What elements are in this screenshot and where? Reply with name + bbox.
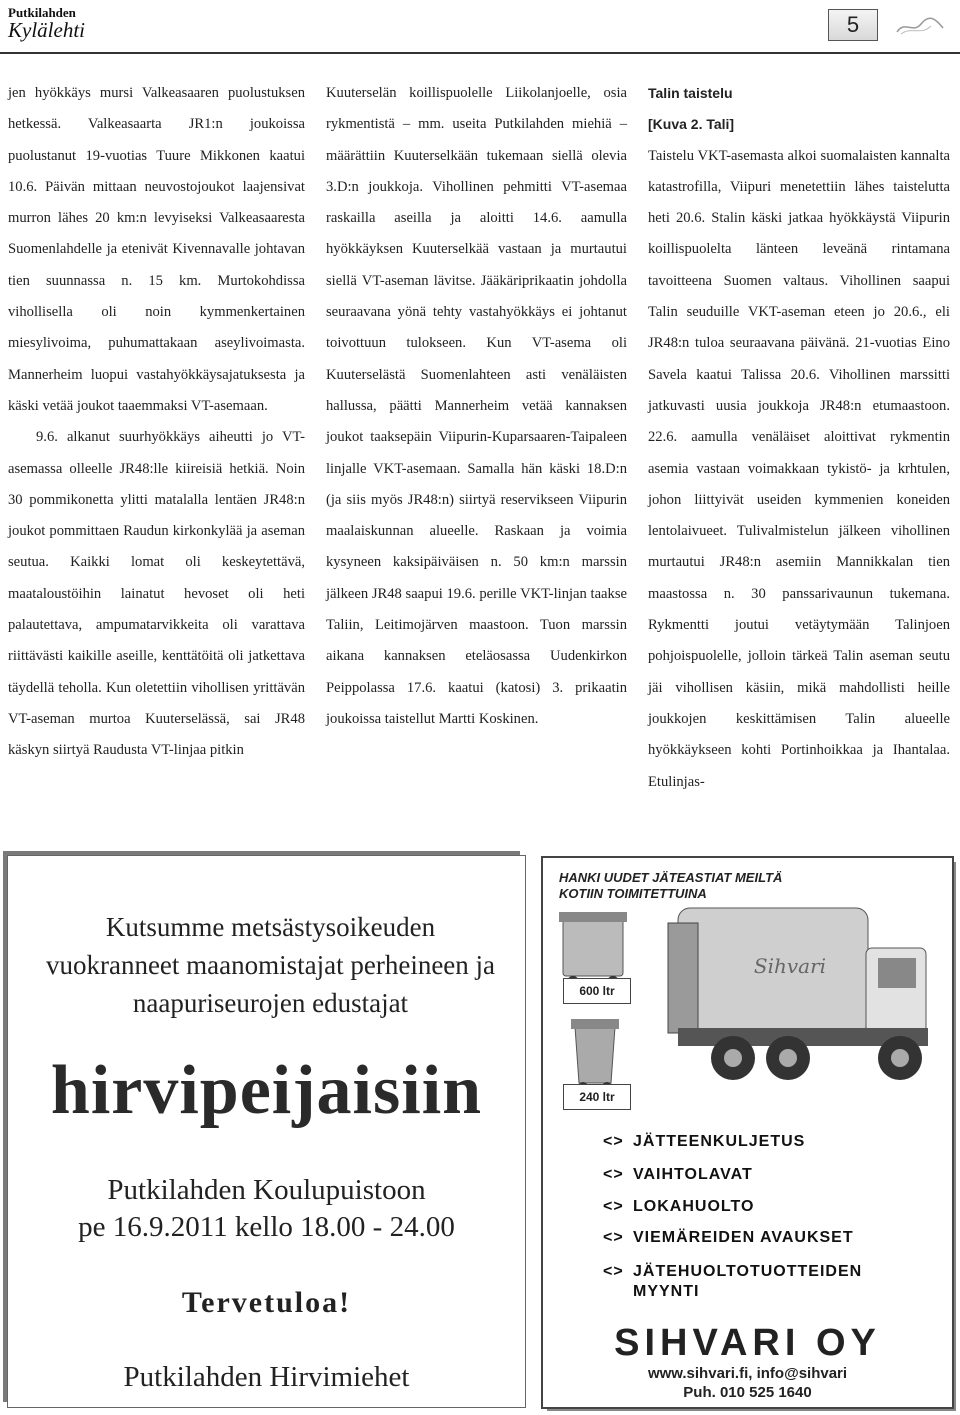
article-column-3 bbox=[648, 78, 950, 798]
ad-welcome: Tervetuloa! bbox=[181, 1286, 352, 1319]
service-item bbox=[603, 1166, 753, 1184]
service-label: JÄTTEENKULJETUS bbox=[633, 1133, 806, 1150]
service-item bbox=[603, 1198, 754, 1216]
ad-title-line1: HANKI UUDET JÄTEASTIAT MEILTÄ bbox=[559, 870, 783, 885]
arrow-icon: <> bbox=[603, 1229, 624, 1246]
ad-signature: Putkilahden Hirvimiehet bbox=[123, 1361, 410, 1393]
header-rule bbox=[0, 52, 960, 54]
article-column-1 bbox=[8, 78, 305, 767]
service-item bbox=[603, 1263, 862, 1281]
section-subheading: [Kuva 2. Tali] bbox=[648, 116, 735, 133]
masthead-ornament bbox=[895, 14, 945, 38]
masthead bbox=[8, 6, 85, 41]
section-heading: Talin taistelu bbox=[648, 85, 733, 101]
article-column-2 bbox=[326, 78, 627, 735]
masthead-line1: Putkilahden bbox=[8, 5, 76, 20]
small-bin-volume: 240 ltr bbox=[563, 1084, 631, 1110]
ad-time: pe 16.9.2011 kello 18.00 - 24.00 bbox=[78, 1211, 455, 1243]
article-paragraph: Kuuterselän koillispuolelle Liikolanjoelle, osia rykmentistä – mm. useita Putkilahden miehiä – määrättiin Kuuterselkään tukemaan siellä olevia 3.D:n joukkoja. Vihollinen pehmitti VT-asemaa raskailla aseilla ja aloitti 14.6. aamulla hyökkäyksen Kuuterselkää vastaan ja murtautui siellä VT-aseman lävitse. Jääkäriprikaatin johdolla seuraavana yönä tehty vastahyökkäys ei johtanut toivottuun tulokseen. Kun VT-asema oli Kuuterselästä Suomenlahteen asti venäläisten hallussa, päätti Mannerheim vetää kannaksen joukot taaksepäin Viipurin-Kuparsaaren-Taipaleen linjalle VKT-asemaan. Samalla hän käski 18.D:n (ja siis myös JR48:n) siirtyä reservikseen Viipurin maalaiskunnan alueelle. Raskaan ja voimia kysyneen kaksipäiväisen n. 50 km:n marssin jälkeen JR48 saapui 19.6. perille VKT-linjan taakse Taliin, Leitimojärven maastoon. Tuon marssin aikana kannaksen eteläosassa Uudenkirkon Peippolassa 17.6. kaatui (katosi) 3. prikaatin joukoissa taistellut Martti Koskinen. bbox=[326, 85, 627, 727]
service-item-continued: MYYNTI bbox=[633, 1283, 700, 1300]
article-paragraph: Taistelu VKT-asemasta alkoi suomalaisten kannalta katastrofilla, Viipuri menetettiin lähes taistelutta heti 20.6. Stalin käski jatkaa hyökkäystä Viipurin koillispuolelta länteen leveänä rintamana tavoitteena Suomen valtaus. Vihollinen saapui Talin seuduille VKT-aseman eteen jo 20.6., eli JR48:n tuloa seuraavana päivänä. 21-vuotias Eino Savela kaatui Talissa 20.6. Vihollinen marssitti jatkuvasti uusia joukkoja JR48:n etumaastoon. 22.6. aamulla venäläiset aloittivat rykmentin asemia vastaan voimakkaan tykistö- ja krhtulen, johon liittyivät useiden kymmenien koneiden lentolaivueet. Tulivalmistelun jälkeen vihollinen murtautui JR48:n asemiin Mannikkalan tien maastossa n. 30 panssarivaunun tukemana. Rykmentti joutui vetäytymään Talinjoen pohjoispuolelle, jolloin tärkeä Talin aseman seutu jäi vihollisen käsiin, mikä mahdollisti heille joukkojen keskittämisen Talin alueelle hyökkäykseen kohti Portinhoikkaa ja Ihantalaa. Etulinjas- bbox=[648, 147, 950, 790]
ad-event-title: hirvipeijaisiin bbox=[50, 1052, 483, 1129]
service-label: JÄTEHUOLTOTUOTTEIDEN bbox=[633, 1263, 863, 1280]
page-number: 5 bbox=[828, 9, 878, 41]
article-paragraph: 9.6. alkanut suurhyökkäys aiheutti jo VT-asemassa olleelle JR48:lle kiireisiä hetkiä. Noin 30 pommikonetta ylitti matalalla lentäen JR48:n joukot pommittaen Raudun kirkonkylää ja aseman seutua. Kaikki lomat oli keskeytettävä, maataloustöihin lainatut hevoset oli heti palautettava, ampumatarvikkeita oli varattava riittävästi kaikille aseille, kenttätöitä oli jatkettava täydellä teholla. Kun oletettiin vihollisen yrittävän VT-aseman murtoa Kuuterselässä, sai JR48 käskyn siirtyä Raudusta VT-linjaa pitkin bbox=[8, 429, 305, 759]
sihvari-ad bbox=[543, 858, 952, 1407]
garbage-truck-image bbox=[638, 868, 948, 1108]
arrow-icon: <> bbox=[603, 1263, 624, 1280]
company-phone: Puh. 010 525 1640 bbox=[683, 1384, 812, 1401]
ad-title-line2: KOTIIN TOIMITETTUINA bbox=[559, 886, 707, 901]
company-name: SIHVARI OY bbox=[614, 1322, 881, 1364]
ad-place: Putkilahden Koulupuistoon bbox=[107, 1174, 426, 1206]
arrow-icon: <> bbox=[603, 1133, 624, 1150]
service-label: LOKAHUOLTO bbox=[633, 1198, 755, 1215]
company-web: www.sihvari.fi, info@sihvari bbox=[647, 1365, 848, 1382]
hunting-feast-ad bbox=[8, 856, 525, 1407]
service-label: VAIHTOLAVAT bbox=[633, 1166, 753, 1183]
service-item bbox=[603, 1133, 805, 1151]
small-bin-icon bbox=[565, 1013, 625, 1093]
truck-logo: Sihvari bbox=[753, 954, 827, 978]
large-bin-volume: 600 ltr bbox=[563, 978, 631, 1004]
arrow-icon: <> bbox=[603, 1198, 624, 1215]
article-paragraph: jen hyökkäys mursi Valkeasaaren puolustuksen hetkessä. Valkeasaarta JR1:n joukoissa puolustanut 19-vuotias Tuure Mikkonen kaatui 10.6. Päivän mittaan neuvostojoukot laajensivat murron lähes 20 km:n levyiseksi Valkeasaaresta Suomenlahdelle ja etenivät Kivennavalle johtavan tien suunnassa n. 15 km. Murtokohdissa vihollisella oli noin kymmenkertainen miesylivoima, puhumattakaan aseylivoimasta. Mannerheim luopui vastahyökkäysajatuksesta ja käski vetää joukot taaemmaksi VT-asemaan. bbox=[8, 85, 305, 414]
service-item bbox=[603, 1229, 854, 1247]
ad-headline: Kutsumme metsästysoikeuden vuokranneet maanomistajat perheineen ja naapuriseurojen edustajat bbox=[45, 912, 496, 1018]
arrow-icon: <> bbox=[603, 1166, 624, 1183]
service-label: VIEMÄREIDEN AVAUKSET bbox=[633, 1229, 854, 1246]
masthead-title: Kylälehti bbox=[8, 18, 85, 42]
